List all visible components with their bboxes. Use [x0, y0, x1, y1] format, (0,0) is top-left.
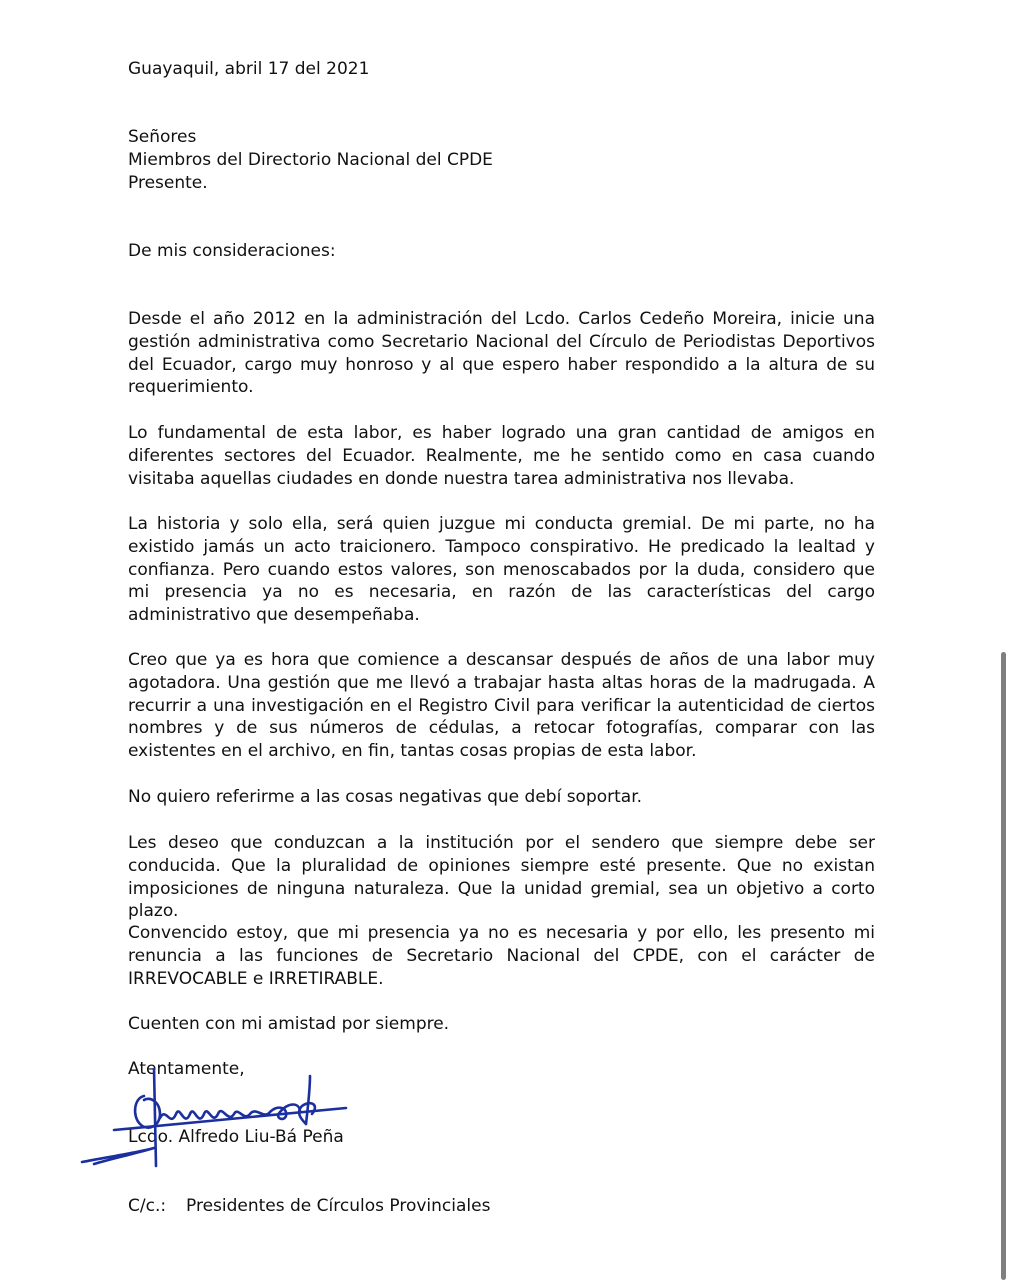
- recipient-block: Señores Miembros del Directorio Nacional del CPDE Presente.: [128, 127, 493, 193]
- paragraph: Les deseo que conduzcan a la institución por el sendero que siempre debe ser conducida. Que la pluralidad de opiniones siempre esté presente. Que no existan imposiciones de ninguna naturaleza. Que la unidad gremial, sea un objetivo a corto plazo.: [128, 833, 875, 922]
- paragraph: Lo fundamental de esta labor, es haber logrado una gran cantidad de amigos en diferentes sectores del Ecuador. Realmente, me he sentido como en casa cuando visitaba aquellas ciudades en donde nuestra tarea administrativa nos llevaba.: [128, 423, 875, 489]
- paragraph: Creo que ya es hora que comience a descansar después de años de una labor muy agotadora. Una gestión que me llevó a trabajar hasta altas horas de la madrugada. A recurrir a una investigación en el Registro Civil para verificar la autenticidad de ciertos nombres y de sus números de cédulas, a retocar fotografías, comparar con las existentes en el archivo, en fin, tantas cosas propias de esta labor.: [128, 650, 875, 762]
- paragraph: Desde el año 2012 en la administración del Lcdo. Carlos Cedeño Moreira, inicie una gestión administrativa como Secretario Nacional del Círculo de Periodistas Deportivos del Ecuador, cargo muy honroso y al que espero haber respondido a la altura de su requerimiento.: [128, 309, 875, 398]
- handwritten-signature: [74, 1068, 364, 1178]
- closing: Atentamente,: [128, 1059, 245, 1079]
- paragraph: La historia y solo ella, será quien juzgue mi conducta gremial. De mi parte, no ha existido jamás un acto traicionero. Tampoco conspirativo. He predicado la lealtad y confianza. Pero cuando estos valores, son menoscabados por la duda, considero que mi presencia ya no es necesaria, en razón de las características del cargo administrativo que desempeñaba.: [128, 514, 875, 626]
- cc-label: C/c.:: [128, 1196, 167, 1216]
- paragraph: Convencido estoy, que mi presencia ya no es necesaria y por ello, les presento mi renuncia a las funciones de Secretario Nacional del CPDE, con el carácter de IRREVOCABLE e IRRETIRABLE.: [128, 923, 875, 989]
- signer-name: Lcdo. Alfredo Liu-Bá Peña: [128, 1127, 344, 1147]
- paragraph: No quiero referirme a las cosas negativas que debí soportar.: [128, 787, 643, 807]
- paragraph: Cuenten con mi amistad por siempre.: [128, 1014, 450, 1034]
- cc-recipients: Presidentes de Círculos Provinciales: [186, 1196, 491, 1216]
- scrollbar[interactable]: [1001, 652, 1006, 1280]
- date-line: Guayaquil, abril 17 del 2021: [128, 59, 370, 79]
- greeting: De mis consideraciones:: [128, 241, 336, 261]
